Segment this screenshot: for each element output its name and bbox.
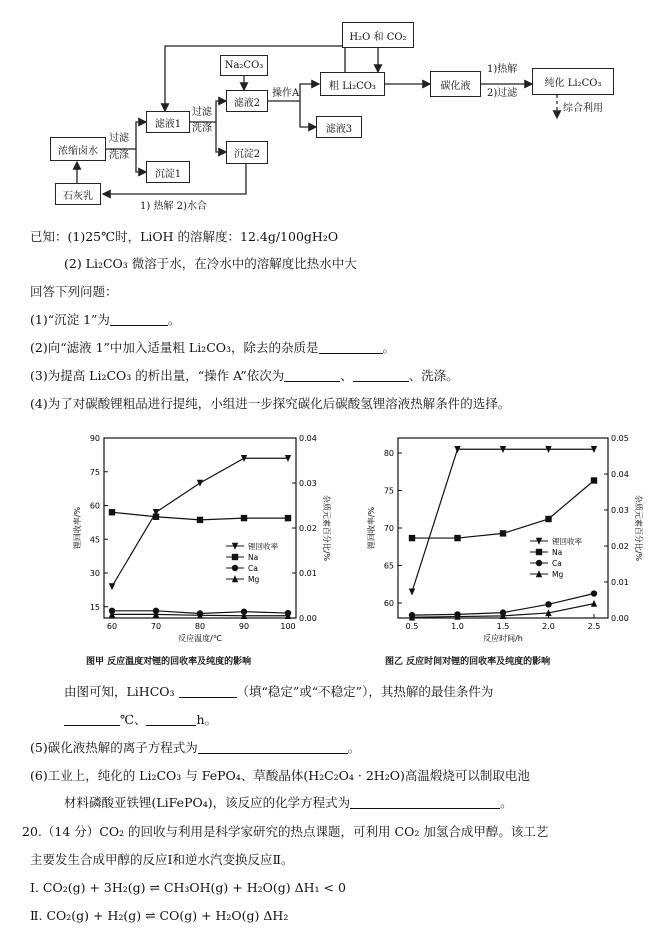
label-pyrolysis-hydration: 1) 热解 2)水合 [140,201,207,212]
box-purified-li2co3: 纯化 Li₂CO₃ [532,68,614,95]
question-3 [30,368,459,384]
x-tick-label: 1.5 [496,622,510,631]
data-point-Na [500,530,506,536]
answer-blank-3b[interactable] [353,369,409,382]
x-tick-label: 60 [106,622,118,631]
question-1-text: (1)“沉淀 1”为 [30,312,110,327]
question-6-end: 。 [500,795,513,810]
data-point-Na [591,477,597,483]
data-point-锂回收率 [109,583,115,590]
answer-blank-2[interactable] [319,341,383,354]
label-filter-3: 2)过滤 [487,88,518,99]
plot-frame [104,438,296,618]
q20-reaction-2: Ⅱ. CO₂(g) + H₂(g) ⇌ CO(g) + H₂O(g) ΔH₂ [30,908,289,923]
box-filtrate-3: 滤液3 [316,116,362,138]
answer-blank-4a[interactable] [179,685,237,698]
y-axis-label: 锂回收率/% [367,506,376,550]
question-6-b-text: 材料磷酸亚铁锂(LiFePO₄)，该反应的化学方程式为 [64,795,351,810]
question-5 [30,740,360,756]
data-point-Na [241,515,247,521]
q20-reaction-1: Ⅰ. CO₂(g) + 3H₂(g) ⇌ CH₃OH(g) + H₂O(g) ΔH₁ < 0 [30,880,346,895]
question-2-end: 。 [382,340,396,355]
question-4-b-pre: 由图可知，LiHCO₃ [64,684,175,699]
question-5-end: 。 [347,740,361,755]
answer-blank-3a[interactable] [284,369,340,382]
question-4-c [64,712,217,728]
data-point-Na [409,535,415,541]
question-4-b [64,684,493,700]
y-tick-label: 30 [89,569,100,578]
y-tick-label: 75 [89,467,100,477]
question-1 [30,312,180,328]
question-4-c-hour: h。 [196,712,218,727]
y-tick-label: 45 [89,535,100,545]
box-carbonized-liquid: 碳化液 [430,71,481,97]
box-filtrate-2: 滤液2 [226,90,268,112]
data-point-Na [109,509,115,515]
legend-label: Ca [552,559,562,568]
y2-tick-label: 0.04 [299,434,317,443]
x-tick-label: 2.0 [542,622,555,631]
y-tick-label: 60 [383,599,394,608]
y-tick-label: 75 [383,486,394,496]
label-wash-2: 洗涤 [192,123,212,134]
question-3-end: 、洗涤。 [408,368,459,383]
x-tick-label: 2.5 [587,622,601,631]
data-point-Na [454,535,460,541]
q20-intro-1: 20.（14 分）CO₂ 的回收与利用是科学家研究的热点课题，可利用 CO₂ 加氢合成甲醇。该工艺 [22,824,549,839]
legend-marker [232,554,238,560]
y2-axis-label: 杂质元素百分比/% [322,494,331,562]
data-point-锂回收率 [197,480,203,487]
y-tick-label: 80 [383,449,394,458]
y2-tick-label: 0.02 [299,524,317,533]
y2-tick-label: 0.00 [611,614,629,623]
question-2 [30,340,395,356]
y-tick-label: 60 [89,501,100,511]
legend-marker [232,565,238,571]
y-axis-label: 锂回收率/% [73,506,82,550]
known-1: 已知：(1)25℃时，LiOH 的溶解度：12.4g/100gH₂O [30,229,339,244]
question-4: (4)为了对碳酸锂粗品进行提纯，小组进一步探究碳化后碳酸氢锂溶液热解条件的选择。 [30,396,511,411]
label-pyrolysis: 1)热解 [487,64,518,75]
data-point-锂回收率 [409,589,415,596]
y2-tick-label: 0.00 [299,614,317,623]
question-3-sep: 、 [340,368,353,383]
x-tick-label: 70 [150,622,162,631]
known-2: (2) Li₂CO₃ 微溶于水，在冷水中的溶解度比热水中大 [64,256,357,271]
legend-label: 锂回收率 [552,537,582,546]
box-precipitate-2: 沉淀2 [226,141,268,164]
y-tick-label: 70 [383,524,394,533]
label-wash-1: 洗涤 [109,150,129,161]
y-tick-label: 65 [383,561,394,571]
legend-marker [536,560,542,566]
data-point-Ca [591,590,597,596]
label-filter-2: 过滤 [192,107,212,118]
y2-axis-label: 杂质元素百分比/% [634,494,643,562]
y-tick-label: 90 [89,434,100,443]
answer-blank-4b[interactable] [64,713,120,726]
question-4-b-mid: （填“稳定”或“不稳定”），其热解的最佳条件为 [236,684,494,699]
answer-blank-6[interactable] [350,796,500,809]
data-point-Ca [545,601,551,607]
series-line-Na [412,480,594,538]
x-tick-label: 100 [280,622,296,631]
question-5-text: (5)碳化液热解的离子方程式为 [30,740,198,755]
label-comprehensive-use: 综合利用 [563,103,603,114]
label-filter-1: 过滤 [109,133,129,144]
data-point-Na [153,514,159,520]
data-point-Mg [591,600,597,607]
answer-blank-5[interactable] [198,741,348,754]
y2-tick-label: 0.01 [299,569,317,578]
box-lime-milk: 石灰乳 [55,183,101,205]
legend-marker [536,549,542,555]
question-1-end: 。 [167,312,181,327]
y2-tick-label: 0.05 [611,434,629,443]
x-axis-label: 反应温度/℃ [178,634,222,643]
chart-temperature [62,428,342,656]
q20-intro-2: 主要发生合成甲醇的反应Ⅰ和逆水汽变换反应Ⅱ。 [30,852,294,867]
x-tick-label: 1.0 [451,622,464,631]
legend-label: Na [552,548,563,557]
series-line-锂回收率 [412,449,594,592]
chart-time [362,428,652,656]
legend-label: Mg [552,570,564,579]
x-tick-label: 0.5 [405,622,419,631]
y2-tick-label: 0.02 [611,542,629,551]
x-tick-label: 90 [238,622,250,631]
y2-tick-label: 0.01 [611,578,629,587]
data-point-Na [285,515,291,521]
box-na2co3: Na₂CO₃ [220,55,268,76]
question-6-b [64,795,513,811]
answer-prompt: 回答下列问题： [30,284,118,299]
chart-b-caption: 图乙 反应时间对锂的回收率及纯度的影响 [385,657,551,667]
legend-label: Mg [248,575,260,584]
x-axis-label: 反应时间/h [483,634,523,643]
chart-a-caption: 图甲 反应温度对锂的回收率及纯度的影响 [86,657,252,667]
box-precipitate-1: 沉淀1 [146,161,190,183]
question-3-text: (3)为提高 Li₂CO₃ 的析出量，“操作 A”依次为 [30,368,285,383]
y-tick-label: 15 [89,602,100,612]
data-point-Na [197,517,203,523]
plot-frame [398,438,608,618]
legend-label: Ca [248,564,258,573]
box-concentrated-brine: 浓缩卤水 [50,137,106,161]
label-operation-a: 操作A [272,88,300,99]
legend-label: Na [248,553,259,562]
answer-blank-1[interactable] [110,313,168,326]
box-h2o-co2: H₂O 和 CO₂ [342,22,414,48]
question-2-text: (2)向“滤液 1”中加入适量粗 Li₂CO₃，除去的杂质是 [30,340,319,355]
answer-blank-4c[interactable] [146,713,196,726]
question-6-a: (6)工业上，纯化的 Li₂CO₃ 与 FePO₄、草酸晶体(H₂C₂O₄ · 2H₂O)高温煅烧可以制取电池 [30,768,530,783]
legend-label: 锂回收率 [248,542,278,551]
box-filtrate-1: 滤液1 [146,111,190,133]
y2-tick-label: 0.04 [611,470,629,479]
box-crude-li2co3: 粗 Li₂CO₃ [320,72,385,96]
data-point-Na [545,516,551,522]
y2-tick-label: 0.03 [611,506,629,515]
y2-tick-label: 0.03 [299,479,317,488]
question-4-c-celsius: ℃、 [120,712,147,727]
x-tick-label: 80 [194,622,206,631]
